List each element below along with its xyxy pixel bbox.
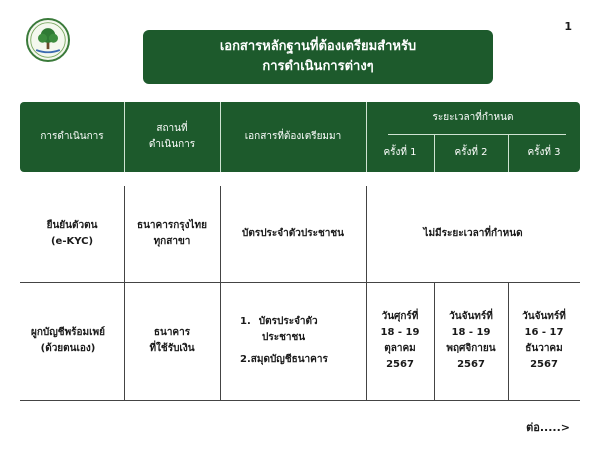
- title-line-2: การดำเนินการต่างๆ: [262, 59, 374, 74]
- round-2-dates: 18 - 19: [451, 327, 491, 338]
- row-2-operation-line-2: (ด้วยตนเอง): [40, 343, 96, 354]
- row-1-documents: [220, 186, 366, 282]
- tree-seal-icon: [28, 20, 68, 60]
- document-item-1-line-2: ประชาชน: [262, 332, 306, 343]
- header-round-2: ครั้งที่ 2: [454, 147, 488, 158]
- document-item-2: 2.สมุดบัญชีธนาคาร: [240, 354, 328, 365]
- header-place: [124, 102, 220, 172]
- row-2-operation: [12, 282, 124, 400]
- row-1-operation-line-2: (e-KYC): [50, 236, 94, 247]
- table-bottom-line: [20, 400, 580, 401]
- round-1-month: ตุลาคม: [384, 343, 416, 354]
- row-1-period: [366, 186, 580, 282]
- row-2-place: [124, 282, 220, 400]
- title-line-1: เอกสารหลักฐานที่ต้องเตรียมสำหรับ: [219, 39, 417, 54]
- header-round-1: ครั้งที่ 1: [383, 147, 417, 158]
- round-1-year: 2567: [386, 359, 414, 370]
- row-2-round-1: [366, 282, 434, 400]
- row-1-document-1: บัตรประจำตัวประชาชน: [241, 228, 344, 239]
- row-1-operation: [20, 186, 124, 282]
- round-1-dates: 18 - 19: [380, 327, 420, 338]
- row-1-place-line-1: ธนาคารกรุงไทย: [136, 220, 208, 231]
- row-1-place-line-2: ทุกสาขา: [153, 236, 191, 247]
- row-2-operation-line-1: ผูกบัญชีพร้อมเพย์: [31, 327, 105, 338]
- row-1-place: [124, 186, 220, 282]
- page-number: 1: [564, 20, 572, 33]
- row-2-place-line-2: ที่ใช้รับเงิน: [149, 343, 195, 354]
- round-3-dates: 16 - 17: [524, 327, 564, 338]
- header-place-line-1: สถานที่: [156, 123, 188, 134]
- header-round-3: ครั้งที่ 3: [527, 147, 561, 158]
- table-header: [20, 102, 580, 172]
- round-3-month: ธันวาคม: [525, 343, 563, 354]
- row-2-round-2: [434, 282, 508, 400]
- round-3-year: 2567: [530, 359, 558, 370]
- header-place-line-2: ดำเนินการ: [148, 139, 196, 150]
- round-2-month: พฤศจิกายน: [446, 343, 496, 354]
- document-item-1-number: 1.: [240, 316, 251, 327]
- row-2-round-3: [508, 282, 580, 400]
- header-operation: การดำเนินการ: [40, 131, 104, 142]
- row-2-documents: [240, 282, 366, 400]
- round-2-year: 2567: [457, 359, 485, 370]
- header-period: ระยะเวลาที่กำหนด: [432, 112, 514, 123]
- header-documents: เอกสารที่ต้องเตรียมมา: [244, 131, 342, 142]
- round-1-day: วันศุกร์ที่: [381, 311, 419, 322]
- row-1-period-text: ไม่มีระยะเวลาที่กำหนด: [423, 228, 523, 239]
- row-1-operation-line-1: ยืนยันตัวตน: [46, 220, 98, 231]
- continue-link[interactable]: ต่อ.....>: [526, 421, 570, 434]
- organization-seal: [26, 18, 70, 62]
- page-title: [143, 30, 493, 84]
- document-list: [240, 314, 328, 368]
- document-item-1: [240, 314, 328, 330]
- row-2-place-line-1: ธนาคาร: [153, 327, 191, 338]
- round-3-day: วันจันทร์ที่: [522, 311, 566, 322]
- document-item-1-line-1: บัตรประจำตัว: [258, 316, 318, 327]
- round-2-day: วันจันทร์ที่: [449, 311, 493, 322]
